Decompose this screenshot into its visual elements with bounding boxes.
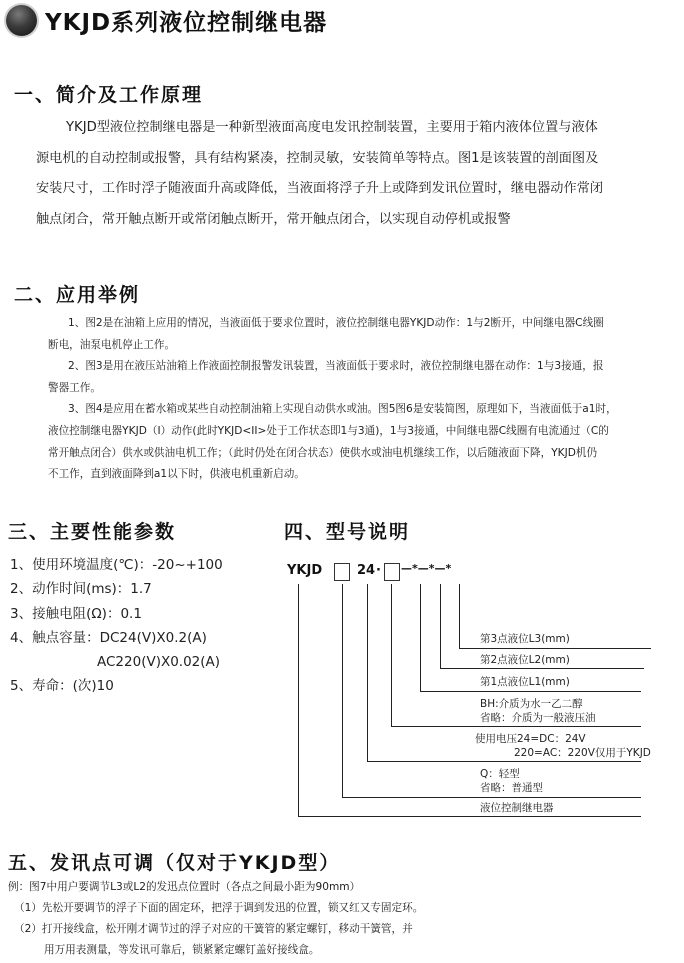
example-line: 3、图4是应用在蓄水箱或某些自动控制油箱上实现自动供水或油。图5图6是安装简图，原理如下，当液面低于a1时， bbox=[68, 403, 617, 416]
section3-heading: 三、主要性能参数 bbox=[8, 521, 177, 543]
label-l3: 第3点液位L3(mm) bbox=[480, 633, 570, 645]
adjust-step-1: （1）先松开要调节的浮子下面的固定环，把浮于调到发迅的位置，锁又红又专固定环。 bbox=[14, 902, 424, 914]
hline-prefix bbox=[298, 816, 641, 817]
example-line: 1、图2是在油箱上应用的情况，当液面低于要求位置时，液位控制继电器YKJD动作：1与2断开，中间继电器C线圈 bbox=[68, 317, 604, 329]
section5-example: 例：图7中用户要调节L3或L2的发迅点位置时（各点之间最小距为90mm） bbox=[8, 881, 361, 893]
label-voltage-dc: 使用电压24=DC：24V bbox=[475, 733, 586, 745]
label-medium-bh: BH:介质为水一乙二醇 bbox=[480, 698, 583, 710]
leader-line-type bbox=[342, 584, 343, 797]
paragraph-line: 源电机的自动控制或报警，具有结构紧凑，控制灵敏，安装简单等特点。图1是该装置的剖面图及 bbox=[36, 150, 599, 166]
model-level-stars: —*—*—* bbox=[401, 562, 452, 575]
label-l1: 第1点液位L1(mm) bbox=[480, 676, 570, 688]
section2-heading: 二、应用举例 bbox=[14, 284, 141, 306]
leader-line-l3 bbox=[459, 584, 460, 649]
paragraph-line: 触点闭合，常开触点断开或常闭触点断开，常开触点闭合，以实现自动停机或报警 bbox=[36, 211, 511, 227]
example-line: 2、图3是用在液压站油箱上作液面控制报警发讯装置，当液面低于要求时，液位控制继电器在动作：1与3接通，报 bbox=[68, 360, 604, 373]
paragraph-line: YKJD型液位控制继电器是一种新型液面高度电发讯控制装置，主要用于箱内液体位置与液体 bbox=[66, 120, 598, 135]
section2-examples bbox=[48, 313, 678, 486]
model-medium-box bbox=[384, 563, 400, 581]
model-voltage: 24 bbox=[357, 563, 376, 578]
example-line: 液位控制继电器YKJD（I）动作(此时YKJD<II>处于工作状态即1与3通)，1与3接通，中间继电器C线圈有电流通过（C的 bbox=[48, 424, 609, 437]
spec-item-contact-capacity-ac: AC220(V)X0.02(A) bbox=[97, 654, 221, 671]
example-item-2 bbox=[48, 356, 678, 399]
hline-l3 bbox=[459, 648, 651, 649]
label-type-default: 省略：普通型 bbox=[480, 782, 543, 794]
model-dot: · bbox=[376, 563, 381, 578]
hline-l1 bbox=[420, 691, 641, 692]
hline-type bbox=[342, 797, 641, 798]
model-type-box bbox=[334, 563, 350, 581]
spec-list bbox=[10, 553, 280, 699]
hline-medium bbox=[391, 726, 641, 727]
document-header bbox=[6, 2, 327, 38]
black-ball-bullet-icon bbox=[6, 5, 37, 36]
section1-paragraph bbox=[36, 113, 676, 235]
leader-line-medium bbox=[391, 584, 392, 727]
leader-line-l1 bbox=[420, 584, 421, 692]
example-line: 不工作，直到液面降到a1以下时，供液电机重新启动。 bbox=[48, 468, 305, 481]
leader-line-voltage bbox=[367, 584, 368, 762]
example-line: 警器工作。 bbox=[48, 381, 101, 394]
example-line: 常开触点闭合）供水或供油电机工作；（此时仍处在闭合状态）使供水或油电机继续工作，以后随液面下降，YKJD机仍 bbox=[48, 446, 598, 459]
spec-item-lifetime: 5、寿命：(次)10 bbox=[10, 678, 114, 695]
model-prefix: YKJD bbox=[287, 563, 323, 578]
document-title: YKJD系列液位控制继电器 bbox=[45, 9, 328, 36]
hline-l2 bbox=[440, 668, 644, 669]
adjust-step-2: （2）打开接线盒，松开刚才调节过的浮子对应的干簧管的紧定螺钉，移动干簧管，并 bbox=[14, 923, 413, 935]
label-l2: 第2点液位L2(mm) bbox=[480, 654, 570, 666]
example-item-3 bbox=[48, 399, 678, 485]
hline-voltage bbox=[367, 761, 641, 762]
label-voltage-ac: 220=AC：220V仅用于YKJD bbox=[514, 747, 651, 759]
example-line: 断电，油泵电机停止工作。 bbox=[48, 338, 176, 351]
label-prefix: 液位控制继电器 bbox=[480, 802, 554, 814]
leader-line-l2 bbox=[440, 584, 441, 669]
spec-item-temperature: 1、使用环境温度(℃)：-20~+100 bbox=[10, 557, 223, 573]
paragraph-line: 安装尺寸，工作时浮子随液面升高或降低，当液面将浮子升上或降到发讯位置时，继电器动作常闭 bbox=[36, 181, 604, 196]
section5-heading: 五、发讯点可调（仅对于YKJD型） bbox=[8, 852, 341, 874]
label-type-light: Q：轻型 bbox=[480, 768, 520, 780]
section4-heading: 四、型号说明 bbox=[284, 521, 411, 543]
section1-heading: 一、简介及工作原理 bbox=[14, 84, 204, 106]
section5-body bbox=[8, 877, 678, 961]
spec-item-contact-capacity: 4、触点容量：DC24(V)X0.2(A) bbox=[10, 629, 207, 646]
spec-item-contact-resistance: 3、接触电阻(Ω)：0.1 bbox=[10, 605, 142, 622]
adjust-step-2-cont: 用万用表测量，等发讯可靠后，锁紧紧定螺钉盖好接线盒。 bbox=[44, 944, 320, 956]
leader-line-prefix bbox=[298, 584, 299, 817]
spec-item-action-time: 2、动作时间(ms)：1.7 bbox=[10, 581, 152, 598]
example-item-1 bbox=[48, 313, 678, 356]
label-medium-default: 省略：介质为一般液压油 bbox=[480, 712, 596, 724]
